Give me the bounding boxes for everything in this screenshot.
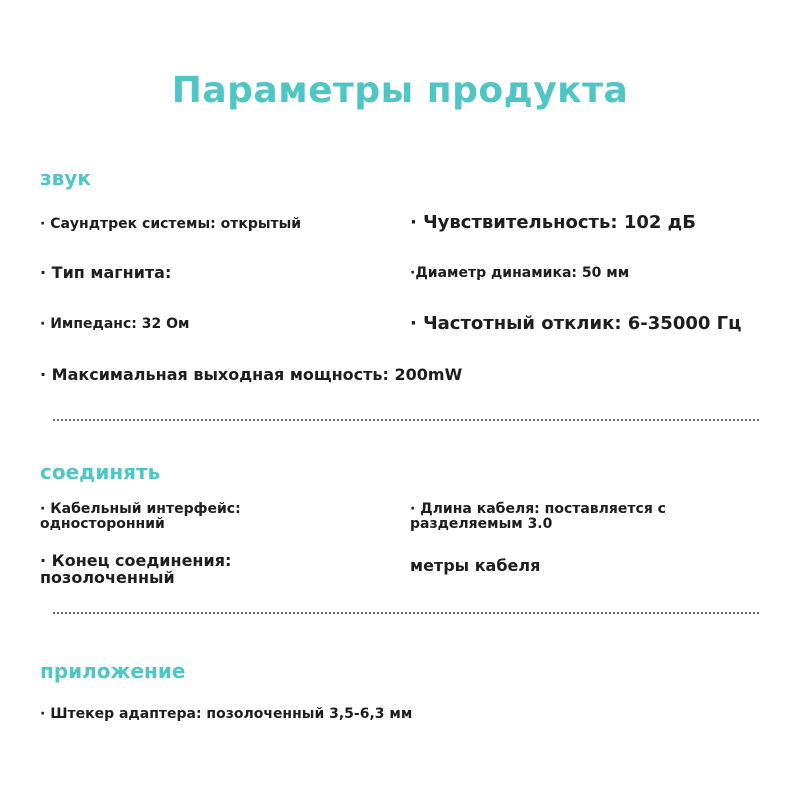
section-heading-sound: звук bbox=[40, 166, 91, 190]
section-heading-application: приложение bbox=[40, 659, 186, 683]
page-title: Параметры продукта bbox=[171, 70, 629, 111]
spec-connection-end bbox=[40, 553, 231, 587]
dotted-divider bbox=[52, 611, 760, 615]
spec-max-power: · Максимальная выходная мощность: 200mW bbox=[40, 365, 463, 384]
spec-cable-length bbox=[410, 502, 666, 531]
spec-cable-interface bbox=[40, 502, 241, 531]
section-heading-connect: соединять bbox=[40, 460, 161, 484]
spec-sensitivity: · Чувствительность: 102 дБ bbox=[410, 212, 696, 233]
spec-cable-length-line1: · Длина кабеля: поставляется с bbox=[410, 501, 666, 517]
spec-driver-diameter: ·Диаметр динамика: 50 мм bbox=[410, 265, 630, 281]
spec-connection-end-line1: · Конец соединения: bbox=[40, 551, 232, 570]
spec-cable-interface-line1: · Кабельный интерфейс: bbox=[40, 501, 241, 517]
spec-frequency-response: · Частотный отклик: 6-35000 Гц bbox=[410, 313, 742, 334]
spec-magnet-type: · Тип магнита: bbox=[40, 263, 172, 282]
dotted-divider bbox=[52, 418, 760, 422]
spec-connection-end-line2: позолоченный bbox=[40, 567, 175, 587]
spec-cable-meters: метры кабеля bbox=[410, 556, 541, 575]
spec-cable-length-line2: разделяемым 3.0 bbox=[410, 515, 553, 532]
spec-soundtrack: · Саундтрек системы: открытый bbox=[40, 216, 302, 232]
spec-adapter-plug: · Штекер адаптера: позолоченный 3,5-6,3 мм bbox=[40, 706, 413, 722]
spec-cable-interface-line2: односторонний bbox=[40, 515, 165, 532]
spec-impedance: · Импеданс: 32 Ом bbox=[40, 316, 190, 332]
